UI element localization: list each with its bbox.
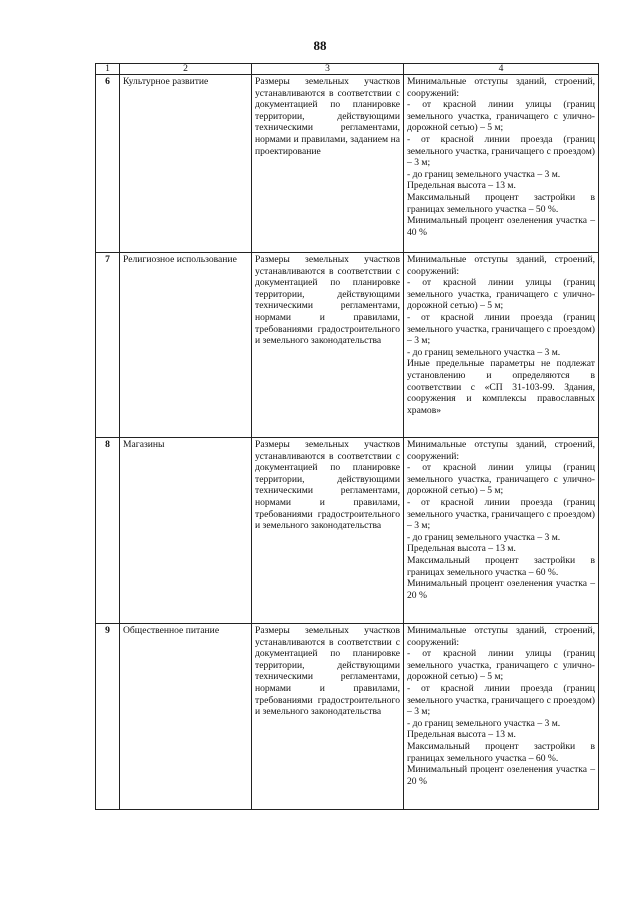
param-line: Максимальный процент застройки в границах земельного участка – 60 %.: [407, 740, 595, 764]
param-line: Минимальные отступы зданий, строений, сооружений:: [407, 254, 595, 277]
param-line: - от красной линии проезда (границ земельного участка, граничащего с проездом) – 3 м;: [407, 311, 595, 347]
param-line: Минимальные отступы зданий, строений, сооружений:: [407, 439, 595, 462]
building-parameters: [404, 624, 599, 810]
land-use-type: Общественное питание: [120, 624, 252, 810]
column-number-2: 2: [120, 64, 252, 75]
land-use-type: Культурное развитие: [120, 75, 252, 253]
param-line: Максимальный процент застройки в границах земельного участка – 60 %.: [407, 554, 595, 578]
row-number: 7: [96, 253, 120, 438]
plot-size-rules: Размеры земельных участков устанавливаются в соответствии с документацией по планировке территории, действующими техническими регламентами, нормами и правилами, заданием на проектирование: [252, 75, 404, 253]
param-line: Минимальный процент озеленения участка – 20 %: [407, 578, 595, 601]
param-line: - от красной линии проезда (границ земельного участка, граничащего с проездом) – 3 м;: [407, 682, 595, 718]
param-line: - от красной линии улицы (границ земельного участка, граничащего с улично-дорожной сетью) – 5 м;: [407, 462, 595, 497]
param-line: Предельная высота – 13 м.: [407, 729, 516, 741]
plot-size-rules: Размеры земельных участков устанавливаются в соответствии с документацией по планировке территории, действующими техническими регламентами, нормами и правилами, требованиями градостроительного и земельного законодательства: [252, 624, 404, 810]
param-line: - до границ земельного участка – 3 м.: [407, 168, 561, 180]
param-line: - от красной линии улицы (границ земельного участка, граничащего с улично-дорожной сетью) – 5 м;: [407, 99, 595, 134]
row-number: 6: [96, 75, 120, 253]
table-row: [96, 253, 599, 438]
page-number: 88: [313, 38, 327, 53]
param-line: - до границ земельного участка – 3 м.: [407, 717, 561, 729]
param-line: Минимальный процент озеленения участка – 20 %: [407, 764, 595, 787]
column-number-1: 1: [96, 64, 120, 75]
table-header-row: [96, 64, 599, 75]
table-row: [96, 75, 599, 253]
column-number-3: 3: [252, 64, 404, 75]
column-number-4: 4: [404, 64, 599, 75]
param-line: Минимальные отступы зданий, строений, сооружений:: [407, 625, 595, 648]
building-parameters: [404, 75, 599, 253]
param-line: Иные предельные параметры не подлежат установлению и определяются в соответствии с «СП 31-103-99. Здания, сооружения и комплексы православных храмов»: [407, 358, 595, 416]
plot-size-rules: Размеры земельных участков устанавливаются в соответствии с документацией по планировке территории, действующими техническими регламентами, нормами и правилами, требованиями градостроительного и земельного законодательства: [252, 438, 404, 624]
param-line: Максимальный процент застройки в границах земельного участка – 50 %.: [407, 191, 595, 215]
building-parameters: [404, 253, 599, 438]
param-line: - от красной линии улицы (границ земельного участка, граничащего с улично-дорожной сетью) – 5 м;: [407, 277, 595, 312]
table-row: [96, 438, 599, 624]
param-line: - до границ земельного участка – 3 м.: [407, 531, 561, 543]
param-line: - от красной линии проезда (границ земельного участка, граничащего с проездом) – 3 м;: [407, 133, 595, 169]
param-line: - от красной линии проезда (границ земельного участка, граничащего с проездом) – 3 м;: [407, 496, 595, 532]
land-use-type: Религиозное использование: [120, 253, 252, 438]
table-row: [96, 624, 599, 810]
param-line: Минимальный процент озеленения участка – 40 %: [407, 215, 595, 238]
param-line: Предельная высота – 13 м.: [407, 180, 516, 192]
param-line: Предельная высота – 13 м.: [407, 543, 516, 555]
plot-size-rules: Размеры земельных участков устанавливаются в соответствии с документацией по планировке территории, действующими техническими регламентами, нормами и правилами, требованиями градостроительного и земельного законодательства: [252, 253, 404, 438]
param-line: - до границ земельного участка – 3 м.: [407, 346, 561, 358]
land-use-type: Магазины: [120, 438, 252, 624]
row-number: 9: [96, 624, 120, 810]
param-line: - от красной линии улицы (границ земельного участка, граничащего с улично-дорожной сетью) – 5 м;: [407, 648, 595, 683]
row-number: 8: [96, 438, 120, 624]
regulations-table: [95, 63, 599, 810]
building-parameters: [404, 438, 599, 624]
param-line: Минимальные отступы зданий, строений, сооружений:: [407, 76, 595, 99]
